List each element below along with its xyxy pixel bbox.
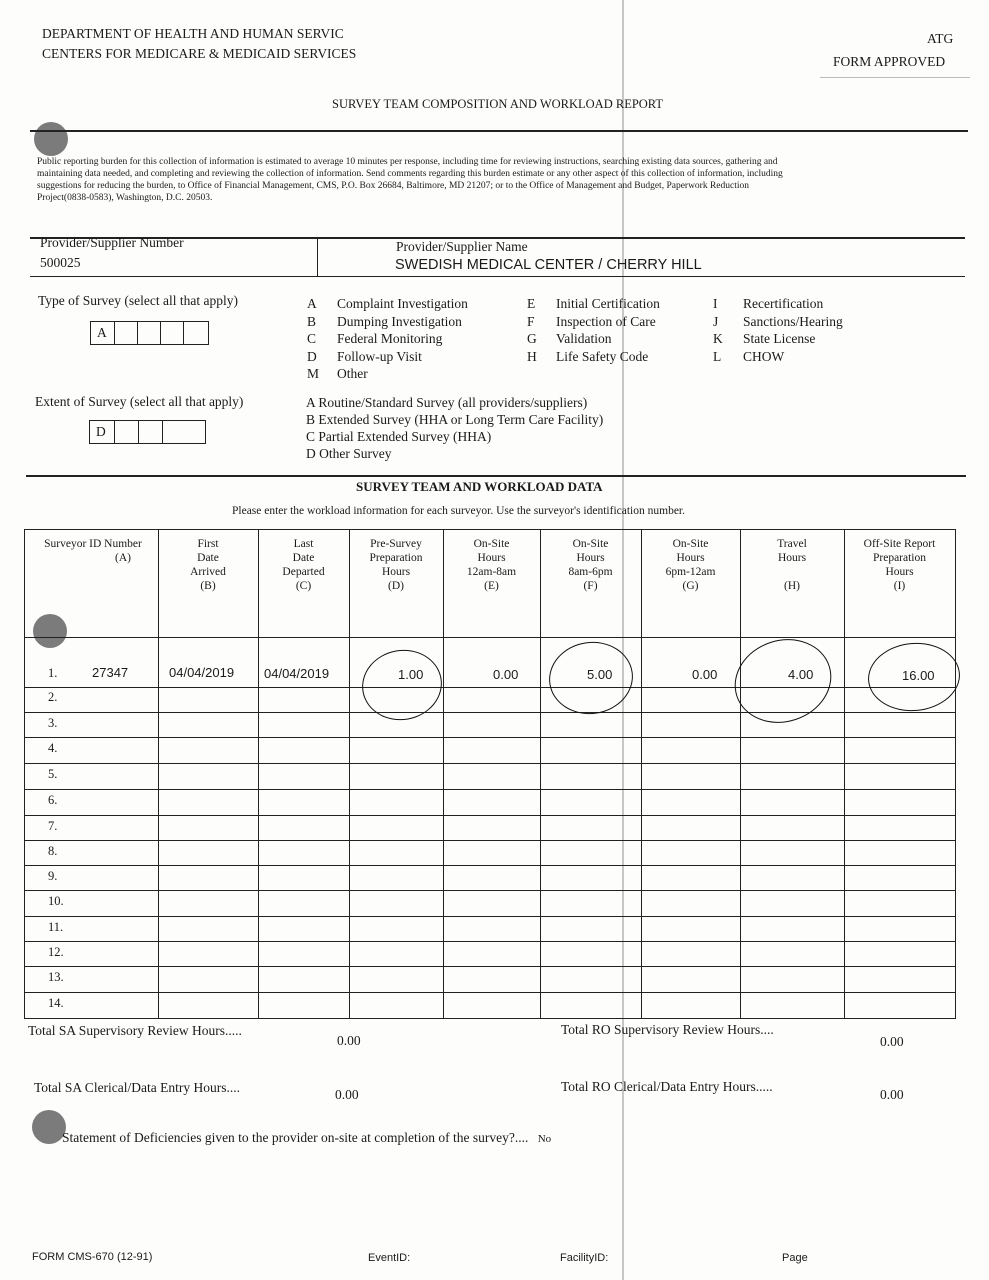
sa-clerical-label: Total SA Clerical/Data Entry Hours.... [34, 1080, 241, 1095]
onsite-f-hours: 5.00 [587, 667, 613, 682]
survey-extent-boxes [89, 420, 206, 444]
last-date: 04/04/2019 [264, 666, 330, 681]
travel-hours: 4.00 [788, 667, 814, 682]
statement-value: No [537, 1133, 552, 1145]
row-number: 14. [48, 996, 64, 1010]
col-header-onsite-g: On-Site Hours 6pm-12am (G) [665, 538, 716, 592]
agency-line-1: DEPARTMENT OF HEALTH AND HUMAN SERVIC [42, 26, 344, 41]
col-header-last-date: Last Date Departed (C) [282, 538, 325, 592]
form-approved-label: FORM APPROVED [833, 54, 946, 69]
provider-name-label: Provider/Supplier Name [396, 239, 528, 254]
row-number: 6. [48, 793, 58, 807]
provider-number-label: Provider/Supplier Number [40, 235, 184, 250]
offsite-hours: 16.00 [902, 668, 935, 683]
burden-statement: Public reporting burden for this collection of information is estimated to average 10 minutes per response, including time for reviewing instructions, searching existing data sources, gathering and maintaining data needed, and completing and reviewing the collection of information. Send comments regarding this burden estimate or any other aspect of this collection of information, including suggestions for reducing the burden, to Office of Financial Management, CMS, P.O. Box 26684, Baltimore, MD 21207; or to the Office of Management and Budget, Paperwork Reduction Project(0838-0583), Washington, D.C. 20503. [37, 157, 783, 203]
row-number: 4. [48, 741, 58, 755]
row-number: 12. [48, 945, 64, 959]
row-number: 3. [48, 716, 58, 730]
row-number: 8. [48, 844, 58, 858]
report-title: SURVEY TEAM COMPOSITION AND WORKLOAD REPORT [332, 97, 664, 111]
row-number: 13. [48, 970, 64, 984]
row-number: 2. [48, 690, 58, 704]
workload-section-title: SURVEY TEAM AND WORKLOAD DATA [356, 479, 603, 494]
footer-page: Page [782, 1252, 808, 1264]
workload-instruction: Please enter the workload information for each surveyor. Use the surveyor's identification number. [232, 505, 685, 517]
survey-extent-options: A Routine/Standard Survey (all providers/suppliers) B Extended Survey (HHA or Long Term Care Facility) C Partial Extended Survey (HHA) D Other Survey [306, 395, 604, 461]
row-number: 11. [48, 920, 64, 934]
provider-number: 500025 [40, 255, 81, 270]
sa-supervisory-label: Total SA Supervisory Review Hours..... [28, 1023, 242, 1038]
survey-type-col-2: E Initial Certification F Inspection of Care G Validation H Life Safety Code [527, 296, 660, 364]
survey-type-col-1: A Complaint Investigation B Dumping Investigation C Federal Monitoring D Follow-up Visit M Other [307, 296, 468, 381]
sa-supervisory-value: 0.00 [337, 1033, 361, 1048]
col-header-travel: Travel Hours (H) [777, 538, 807, 592]
survey-type-col-3: I Recertification J Sanctions/Hearing K State License L CHOW [713, 296, 843, 364]
col-header-first-date: First Date Arrived (B) [190, 538, 226, 592]
form-id: FORM CMS-670 (12-91) [32, 1251, 153, 1263]
row-number: 5. [48, 767, 58, 781]
provider-name: SWEDISH MEDICAL CENTER / CHERRY HILL [395, 257, 702, 273]
ro-supervisory-value: 0.00 [880, 1034, 904, 1049]
survey-type-boxes [90, 321, 209, 345]
sa-clerical-value: 0.00 [335, 1087, 359, 1102]
agency-line-2: CENTERS FOR MEDICARE & MEDICAID SERVICES [42, 46, 357, 61]
row-number: 9. [48, 869, 58, 883]
row-number: 10. [48, 894, 64, 908]
footer-facility-id: FacilityID: [560, 1252, 609, 1264]
onsite-e-hours: 0.00 [493, 667, 519, 682]
col-header-surveyor-id: Surveyor ID Number (A) [44, 538, 142, 564]
col-header-offsite: Off-Site Report Preparation Hours (I) [863, 538, 936, 592]
ro-clerical-value: 0.00 [880, 1087, 904, 1102]
row-number: 7. [48, 819, 58, 833]
survey-type-box-value: A [97, 325, 107, 340]
col-header-pre-survey: Pre-Survey Preparation Hours (D) [369, 538, 423, 592]
onsite-g-hours: 0.00 [692, 667, 718, 682]
ro-clerical-label: Total RO Clerical/Data Entry Hours..... [561, 1079, 773, 1094]
punch-hole [32, 1110, 66, 1144]
survey-extent-label: Extent of Survey (select all that apply) [35, 394, 244, 409]
punch-hole [34, 122, 68, 156]
statement-of-deficiencies: Statement of Deficiencies given to the provider on-site at completion of the survey?.... No [62, 1130, 552, 1145]
col-header-onsite-f: On-Site Hours 8am-6pm (F) [568, 538, 613, 592]
workload-table [24, 529, 956, 1019]
survey-type-label: Type of Survey (select all that apply) [38, 293, 238, 308]
survey-extent-box-value: D [96, 424, 106, 439]
col-header-onsite-e: On-Site Hours 12am-8am (E) [466, 538, 517, 592]
pre-survey-hours: 1.00 [398, 667, 424, 682]
ro-supervisory-label: Total RO Supervisory Review Hours.... [561, 1022, 774, 1037]
surveyor-id: 27347 [92, 665, 129, 680]
footer-event-id: EventID: [368, 1252, 411, 1264]
first-date: 04/04/2019 [169, 665, 235, 680]
atg-label: ATG [927, 31, 954, 46]
